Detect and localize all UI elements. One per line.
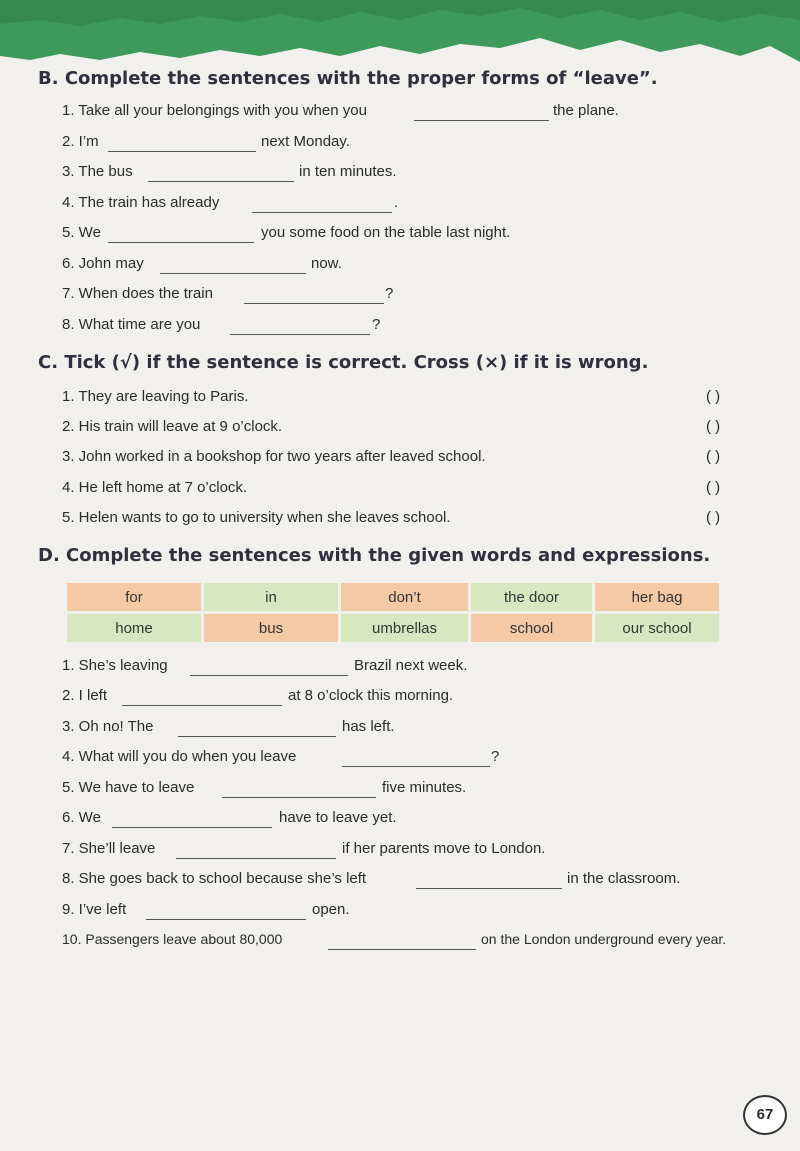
b-item-6-blank[interactable] — [160, 255, 306, 274]
c-item-5 — [62, 509, 752, 535]
b-item-4 — [62, 194, 762, 220]
word-her-bag: her bag — [595, 583, 719, 611]
b-item-1 — [62, 102, 762, 128]
b-item-2-after: next Monday. — [261, 133, 350, 150]
word-the-door: the door — [471, 583, 592, 611]
b-item-6-text: 6. John may — [62, 255, 144, 272]
mountain-banner — [0, 0, 800, 70]
word-bank — [64, 580, 722, 645]
d-item-8-after: in the classroom. — [567, 870, 681, 887]
b-item-3-text: 3. The bus — [62, 163, 133, 180]
word-home: home — [67, 614, 201, 642]
d-item-1-text: 1. She’s leaving — [62, 657, 168, 674]
c-item-4-answer-box[interactable]: ( ) — [706, 479, 721, 496]
d-item-3-blank[interactable] — [178, 718, 336, 737]
d-item-7-text: 7. She’ll leave — [62, 840, 156, 857]
d-item-5-after: five minutes. — [382, 779, 467, 796]
d-item-7-after: if her parents move to London. — [342, 840, 546, 857]
d-item-1-after: Brazil next week. — [354, 657, 468, 674]
section-b-title: B. Complete the sentences with the proper forms of “leave”. — [38, 68, 658, 89]
b-item-6-after: now. — [311, 255, 342, 272]
c-item-5-text: 5. Helen wants to go to university when she leaves school. — [62, 509, 451, 526]
c-item-5-answer-box[interactable]: ( ) — [706, 509, 721, 526]
d-item-2-after: at 8 o’clock this morning. — [288, 687, 454, 704]
b-item-6 — [62, 255, 762, 281]
b-item-7-blank[interactable] — [244, 285, 384, 304]
c-item-4-text: 4. He left home at 7 o’clock. — [62, 479, 248, 496]
d-item-3-text: 3. Oh no! The — [62, 718, 154, 735]
d-item-5-blank[interactable] — [222, 779, 376, 798]
b-item-7-after: ? — [385, 285, 394, 302]
word-in: in — [204, 583, 338, 611]
d-item-1 — [62, 657, 762, 683]
b-item-1-blank[interactable] — [414, 102, 549, 121]
b-item-4-blank[interactable] — [252, 194, 392, 213]
b-item-5 — [62, 224, 762, 250]
d-item-10 — [62, 931, 762, 957]
d-item-6 — [62, 809, 762, 835]
c-item-2-answer-box[interactable]: ( ) — [706, 418, 721, 435]
section-d-title: D. Complete the sentences with the given words and expressions. — [38, 545, 711, 566]
d-item-7-blank[interactable] — [176, 840, 336, 859]
c-item-3 — [62, 448, 752, 474]
c-item-2 — [62, 418, 752, 444]
page-number: 67 — [743, 1095, 787, 1135]
d-item-3 — [62, 718, 762, 744]
word-bus: bus — [204, 614, 338, 642]
c-item-4 — [62, 479, 752, 505]
d-item-9 — [62, 901, 762, 927]
d-item-2 — [62, 687, 762, 713]
c-item-1 — [62, 388, 752, 414]
d-item-10-after: on the London underground every year. — [481, 931, 727, 947]
word-for: for — [67, 583, 201, 611]
d-item-2-blank[interactable] — [122, 687, 282, 706]
b-item-2 — [62, 133, 762, 159]
word-our-school: our school — [595, 614, 719, 642]
d-item-2-text: 2. I left — [62, 687, 108, 704]
d-item-5-text: 5. We have to leave — [62, 779, 195, 796]
b-item-8-after: ? — [372, 316, 381, 333]
d-item-8-text: 8. She goes back to school because she’s left — [62, 870, 367, 887]
d-item-9-after: open. — [312, 901, 350, 918]
b-item-8-blank[interactable] — [230, 316, 370, 335]
d-item-1-blank[interactable] — [190, 657, 348, 676]
d-item-8-blank[interactable] — [416, 870, 562, 889]
b-item-2-blank[interactable] — [108, 133, 256, 152]
b-item-1-after: the plane. — [553, 102, 619, 119]
d-item-6-after: have to leave yet. — [279, 809, 397, 826]
b-item-8 — [62, 316, 762, 342]
word-umbrellas: umbrellas — [341, 614, 468, 642]
b-item-5-after: you some food on the table last night. — [261, 224, 511, 241]
c-item-1-answer-box[interactable]: ( ) — [706, 388, 721, 405]
section-c-title: C. Tick (√) if the sentence is correct. Cross (×) if it is wrong. — [38, 352, 649, 373]
b-item-3 — [62, 163, 762, 189]
b-item-1-text: 1. Take all your belongings with you when you — [62, 102, 367, 119]
word-school: school — [471, 614, 592, 642]
b-item-2-text: 2. I’m — [62, 133, 99, 150]
b-item-3-blank[interactable] — [148, 163, 294, 182]
word-dont: don’t — [341, 583, 468, 611]
d-item-10-blank[interactable] — [328, 931, 476, 950]
c-item-2-text: 2. His train will leave at 9 o’clock. — [62, 418, 283, 435]
b-item-3-after: in ten minutes. — [299, 163, 397, 180]
d-item-9-text: 9. I’ve left — [62, 901, 127, 918]
c-item-1-text: 1. They are leaving to Paris. — [62, 388, 249, 405]
b-item-5-text: 5. We — [62, 224, 101, 241]
d-item-7 — [62, 840, 762, 866]
c-item-3-answer-box[interactable]: ( ) — [706, 448, 721, 465]
b-item-5-blank[interactable] — [108, 224, 254, 243]
b-item-8-text: 8. What time are you — [62, 316, 201, 333]
c-item-3-text: 3. John worked in a bookshop for two years after leaved school. — [62, 448, 486, 465]
b-item-7 — [62, 285, 762, 311]
d-item-5 — [62, 779, 762, 805]
d-item-6-text: 6. We — [62, 809, 101, 826]
b-item-4-after: . — [394, 194, 399, 211]
d-item-3-after: has left. — [342, 718, 395, 735]
d-item-4-blank[interactable] — [342, 748, 490, 767]
d-item-4-after: ? — [491, 748, 500, 765]
d-item-4-text: 4. What will you do when you leave — [62, 748, 297, 765]
b-item-4-text: 4. The train has already — [62, 194, 220, 211]
d-item-6-blank[interactable] — [112, 809, 272, 828]
b-item-7-text: 7. When does the train — [62, 285, 213, 302]
d-item-8 — [62, 870, 762, 896]
d-item-10-text: 10. Passengers leave about 80,000 — [62, 931, 283, 947]
d-item-4 — [62, 748, 762, 774]
d-item-9-blank[interactable] — [146, 901, 306, 920]
